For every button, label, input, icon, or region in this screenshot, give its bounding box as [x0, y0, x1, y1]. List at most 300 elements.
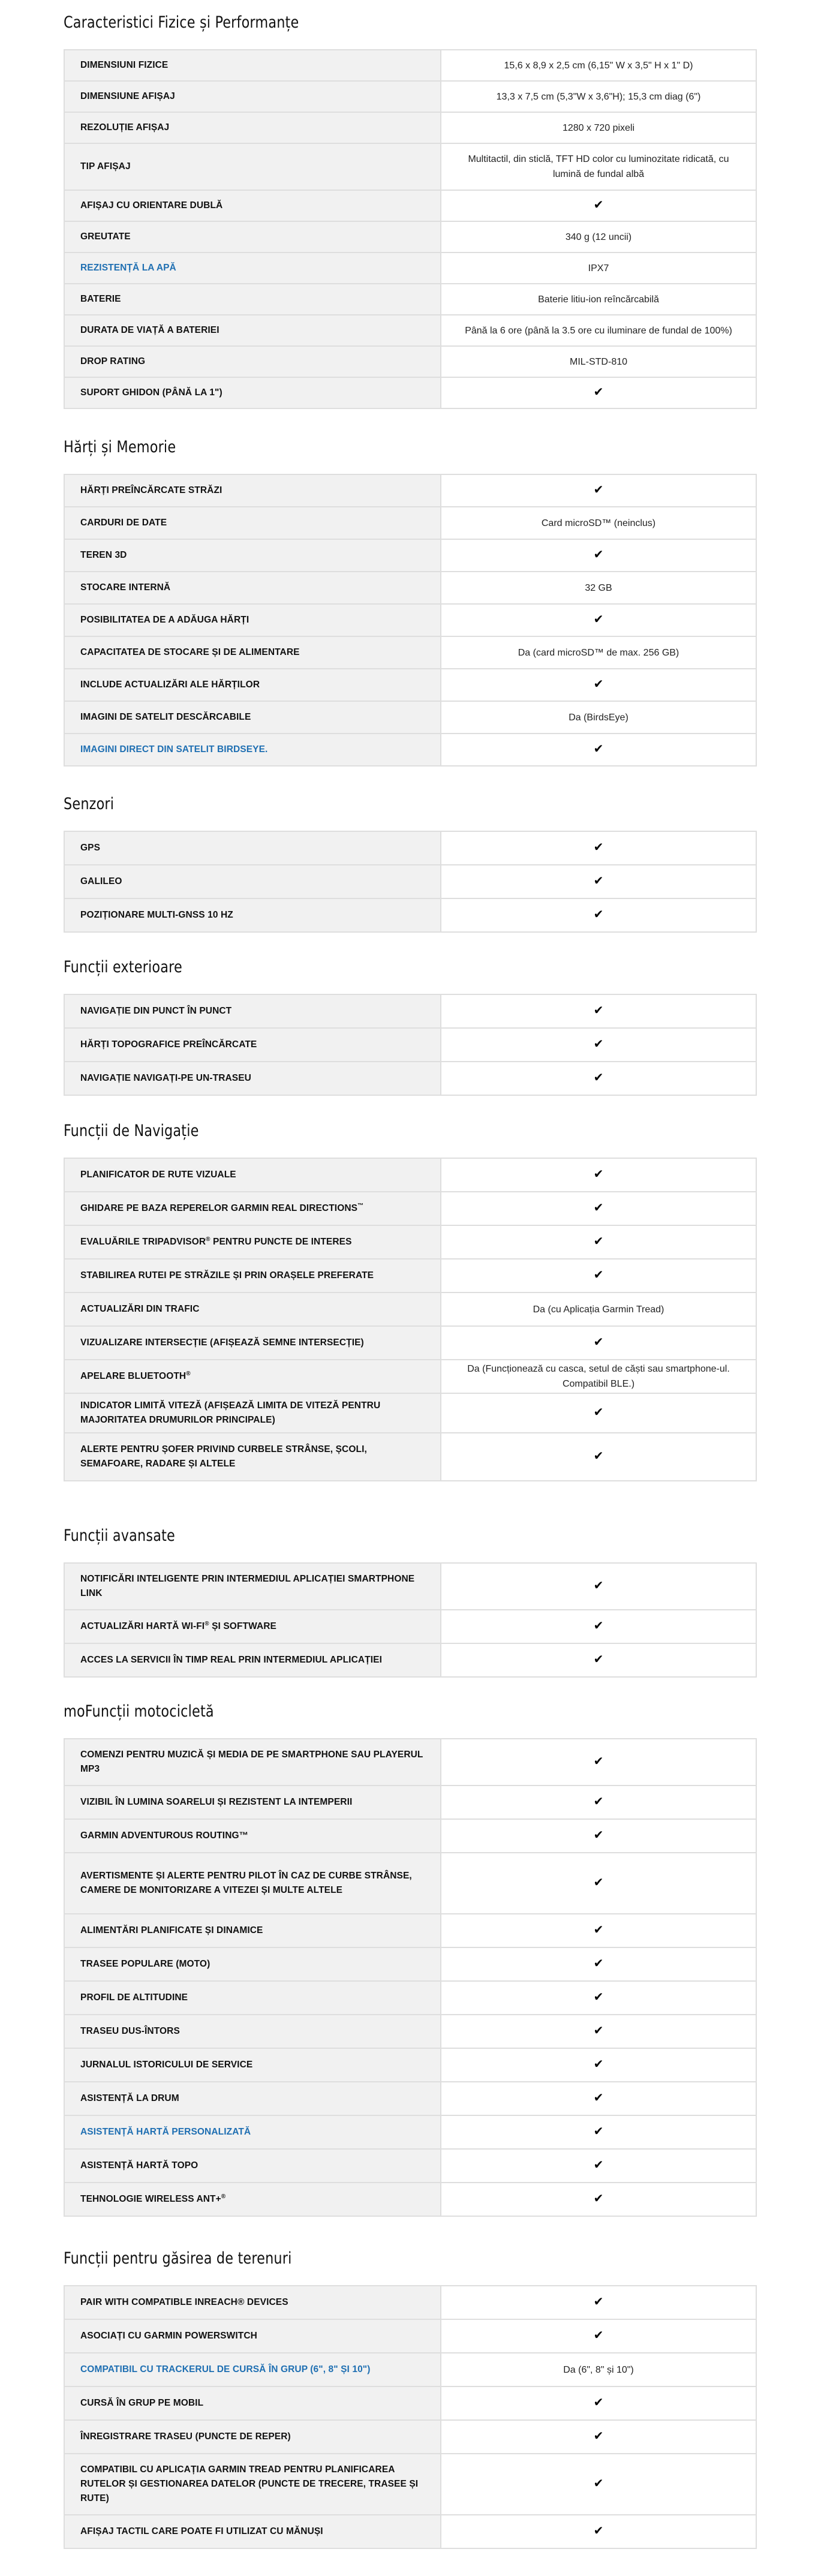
spec-label — [64, 604, 441, 636]
checkmark-icon: ✔ — [593, 2429, 604, 2443]
table-row — [64, 1853, 756, 1914]
spec-value — [441, 1853, 756, 1914]
spec-label — [64, 2420, 441, 2454]
spec-value — [441, 50, 756, 81]
checkmark-icon: ✔ — [593, 1990, 604, 2004]
spec-label — [64, 1819, 441, 1853]
spec-label — [64, 831, 441, 865]
spec-label-text: ACCES LA SERVICII ÎN TIMP REAL PRIN INTERMEDIUL APLICAȚIEI — [80, 1655, 382, 1665]
spec-label — [64, 1192, 441, 1225]
table-row — [64, 50, 756, 81]
spec-label-text: POSIBILITATEA DE A ADĂUGA HĂRȚI — [80, 615, 249, 625]
spec-label-text: ASISTENȚĂ HARTĂ PERSONALIZATĂ — [80, 2127, 251, 2137]
checkmark-icon: ✔ — [593, 1579, 604, 1592]
spec-label — [64, 898, 441, 932]
spec-value — [441, 604, 756, 636]
spec-label — [64, 994, 441, 1028]
spec-value-text: MIL-STD-810 — [569, 356, 628, 367]
spec-value — [441, 2454, 756, 2515]
table-row — [64, 865, 756, 898]
spec-value — [441, 1062, 756, 1095]
table-row — [64, 2115, 756, 2149]
spec-value-text: Multitactil, din sticlă, TFT HD color cu luminozitate ridicată, cu lumină de fundal albă — [468, 154, 729, 179]
table-row — [64, 1326, 756, 1360]
spec-label — [64, 1028, 441, 1062]
table-row — [64, 1914, 756, 1947]
spec-label-text: ALERTE PENTRU ȘOFER PRIVIND CURBELE STRÂNSE, ȘCOLI, SEMAFOARE, RADARE ȘI ALTELE — [80, 1444, 367, 1469]
spec-label-text: REZISTENȚĂ LA APĂ — [80, 263, 176, 273]
spec-label-text: VIZUALIZARE INTERSECȚIE (AFIȘEAZĂ SEMNE INTERSECȚIE) — [80, 1337, 364, 1348]
spec-label-text: HĂRȚI PREÎNCĂRCATE STRĂZI — [80, 485, 222, 495]
section-title: moFuncții motocicletă — [64, 1702, 214, 1721]
spec-value — [441, 346, 756, 377]
table-row — [64, 898, 756, 932]
spec-value — [441, 1393, 756, 1433]
table-row — [64, 2319, 756, 2353]
checkmark-icon: ✔ — [593, 1449, 604, 1463]
spec-value — [441, 1981, 756, 2015]
table-row — [64, 2386, 756, 2420]
spec-value — [441, 1643, 756, 1677]
spec-value-text: 32 GB — [585, 582, 612, 593]
spec-table — [64, 49, 757, 409]
checkmark-icon: ✔ — [593, 874, 604, 888]
spec-label — [64, 474, 441, 507]
checkmark-icon: ✔ — [593, 1923, 604, 1937]
spec-value — [441, 1786, 756, 1819]
table-row — [64, 1158, 756, 1192]
spec-label-text: POZIȚIONARE MULTI-GNSS 10 HZ — [80, 910, 233, 920]
spec-value — [441, 1739, 756, 1786]
spec-label — [64, 865, 441, 898]
checkmark-icon: ✔ — [593, 2091, 604, 2105]
table-row — [64, 1739, 756, 1786]
table-row — [64, 190, 756, 221]
table-row — [64, 1062, 756, 1095]
checkmark-icon: ✔ — [593, 548, 604, 561]
table-row — [64, 315, 756, 346]
spec-label — [64, 1326, 441, 1360]
table-row — [64, 734, 756, 766]
table-row — [64, 143, 756, 190]
spec-label-text: COMENZI PENTRU MUZICĂ ȘI MEDIA DE PE SMARTPHONE SAU PLAYERUL MP3 — [80, 1750, 423, 1774]
spec-label — [64, 284, 441, 315]
checkmark-icon: ✔ — [593, 483, 604, 497]
spec-value — [441, 865, 756, 898]
spec-value — [441, 2286, 756, 2319]
spec-label-text: APELARE BLUETOOTH — [80, 1371, 187, 1381]
spec-label-text: ACTUALIZĂRI HARTĂ WI-FI — [80, 1621, 205, 1631]
table-row — [64, 112, 756, 143]
checkmark-icon: ✔ — [593, 1828, 604, 1842]
table-row — [64, 636, 756, 669]
spec-label-text: EVALUĂRILE TRIPADVISOR — [80, 1237, 206, 1247]
spec-table — [64, 994, 757, 1096]
spec-value — [441, 1360, 756, 1393]
spec-label-text: DIMENSIUNI FIZICE — [80, 60, 169, 70]
spec-value-text: Baterie litiu-ion reîncărcabilă — [538, 294, 659, 305]
spec-table — [64, 1158, 757, 1481]
checkmark-icon: ✔ — [593, 1795, 604, 1808]
spec-label — [64, 2015, 441, 2048]
checkmark-icon: ✔ — [593, 1201, 604, 1215]
spec-label-text: TRASEE POPULARE (MOTO) — [80, 1959, 210, 1969]
spec-label-text: TIP AFIȘAJ — [80, 161, 131, 172]
spec-value — [441, 572, 756, 604]
checkmark-icon: ✔ — [593, 907, 604, 921]
spec-value-text: Până la 6 ore (până la 3.5 ore cu iluminare de fundal de 100%) — [465, 325, 732, 336]
table-row — [64, 2183, 756, 2216]
spec-label-text: REZOLUȚIE AFIȘAJ — [80, 122, 170, 133]
spec-value — [441, 1326, 756, 1360]
spec-value — [441, 1914, 756, 1947]
spec-label — [64, 112, 441, 143]
spec-value — [441, 734, 756, 766]
spec-label-text: IMAGINI DIRECT DIN SATELIT BIRDSEYE. — [80, 744, 268, 755]
spec-label-text: IMAGINI DE SATELIT DESCĂRCABILE — [80, 712, 251, 722]
spec-value — [441, 1563, 756, 1610]
spec-label — [64, 50, 441, 81]
table-row — [64, 2082, 756, 2115]
table-row — [64, 2353, 756, 2386]
spec-label-text: ASISTENȚĂ HARTĂ TOPO — [80, 2160, 199, 2171]
spec-value — [441, 1819, 756, 1853]
table-row — [64, 669, 756, 701]
spec-value — [441, 539, 756, 572]
spec-label-text: ASISTENȚĂ LA DRUM — [80, 2093, 179, 2103]
spec-label — [64, 2286, 441, 2319]
spec-value — [441, 2183, 756, 2216]
spec-value — [441, 831, 756, 865]
spec-value — [441, 507, 756, 539]
section-title: Senzori — [64, 795, 115, 813]
spec-label-text: INCLUDE ACTUALIZĂRI ALE HĂRȚILOR — [80, 680, 260, 690]
table-row — [64, 474, 756, 507]
spec-value — [441, 2082, 756, 2115]
spec-label-text: COMPATIBIL CU APLICAȚIA GARMIN TREAD PENTRU PLANIFICAREA RUTELOR ȘI GESTIONAREA DATELOR (PUNCTE DE TRECERE, TRASEE ȘI RUTE) — [80, 2464, 419, 2503]
spec-value — [441, 143, 756, 190]
spec-label — [64, 2048, 441, 2082]
spec-value — [441, 2353, 756, 2386]
spec-label-link[interactable] — [64, 2115, 441, 2149]
spec-table — [64, 2285, 757, 2549]
spec-value-text: 15,6 x 8,9 x 2,5 cm (6,15" W x 3,5" H x 1" D) — [504, 60, 693, 71]
spec-table — [64, 831, 757, 933]
spec-label-text: COMPATIBIL CU TRACKERUL DE CURSĂ ÎN GRUP (6", 8" ȘI 10") — [80, 2364, 371, 2374]
spec-table — [64, 1562, 757, 1678]
spec-label-text: STOCARE INTERNĂ — [80, 582, 171, 593]
spec-label-text: AFIȘAJ CU ORIENTARE DUBLĂ — [80, 200, 223, 211]
spec-label — [64, 1739, 441, 1786]
spec-value — [441, 81, 756, 112]
spec-value — [441, 315, 756, 346]
checkmark-icon: ✔ — [593, 1003, 604, 1017]
spec-value — [441, 1192, 756, 1225]
spec-label-text: CARDURI DE DATE — [80, 518, 167, 528]
trademark-mark: ™ — [357, 1202, 364, 1209]
trademark-mark: ® — [186, 1370, 191, 1377]
section-title: Funcții exterioare — [64, 958, 182, 976]
spec-value — [441, 474, 756, 507]
table-row — [64, 572, 756, 604]
table-row — [64, 2515, 756, 2548]
table-row — [64, 994, 756, 1028]
section-title: Funcții pentru găsirea de terenuri — [64, 2249, 292, 2268]
spec-label-text: PROFIL DE ALTITUDINE — [80, 1992, 188, 2003]
spec-label-text: VIZIBIL ÎN LUMINA SOARELUI ȘI REZISTENT LA INTEMPERII — [80, 1797, 353, 1807]
checkmark-icon: ✔ — [593, 1234, 604, 1248]
table-row — [64, 1259, 756, 1292]
spec-label — [64, 1981, 441, 2015]
table-row — [64, 377, 756, 408]
spec-label — [64, 1914, 441, 1947]
table-row — [64, 831, 756, 865]
checkmark-icon: ✔ — [593, 2328, 604, 2342]
table-row — [64, 1028, 756, 1062]
checkmark-icon: ✔ — [593, 1335, 604, 1349]
table-row — [64, 2048, 756, 2082]
spec-label-suffix: ȘI SOFTWARE — [209, 1621, 276, 1631]
checkmark-icon: ✔ — [593, 2295, 604, 2309]
spec-label — [64, 1259, 441, 1292]
spec-label-text: HĂRȚI TOPOGRAFICE PREÎNCĂRCATE — [80, 1039, 257, 1050]
spec-label-text: STABILIREA RUTEI PE STRĂZILE ȘI PRIN ORAȘELE PREFERATE — [80, 1270, 374, 1281]
trademark-mark: ® — [205, 1620, 209, 1627]
spec-value — [441, 898, 756, 932]
spec-label-text: DROP RATING — [80, 356, 146, 366]
section-title: Caracteristici Fizice și Performanțe — [64, 13, 299, 32]
spec-label — [64, 636, 441, 669]
table-row — [64, 1192, 756, 1225]
spec-value-text: 13,3 x 7,5 cm (5,3"W x 3,6"H); 15,3 cm diag (6") — [496, 91, 701, 102]
spec-label-text: CAPACITATEA DE STOCARE ȘI DE ALIMENTARE — [80, 647, 300, 657]
spec-label-text: AVERTISMENTE ȘI ALERTE PENTRU PILOT ÎN CAZ DE CURBE STRÂNSE, CAMERE DE MONITORIZARE A VITEZEI ȘI MULTE ALTELE — [80, 1871, 412, 1895]
spec-label — [64, 1563, 441, 1610]
table-row — [64, 507, 756, 539]
spec-value — [441, 1433, 756, 1481]
spec-value — [441, 221, 756, 253]
spec-value — [441, 190, 756, 221]
spec-value — [441, 2386, 756, 2420]
table-row — [64, 604, 756, 636]
checkmark-icon: ✔ — [593, 1956, 604, 1970]
checkmark-icon: ✔ — [593, 1405, 604, 1419]
spec-label — [64, 2454, 441, 2515]
spec-value — [441, 701, 756, 734]
table-row — [64, 81, 756, 112]
spec-label — [64, 1292, 441, 1326]
spec-label — [64, 539, 441, 572]
checkmark-icon: ✔ — [593, 2024, 604, 2037]
checkmark-icon: ✔ — [593, 1619, 604, 1633]
spec-value — [441, 2048, 756, 2082]
spec-value-text: Da (Funcționează cu casca, setul de căști sau smartphone-ul. Compatibil BLE.) — [467, 1364, 730, 1389]
spec-value — [441, 994, 756, 1028]
spec-label-text: TEHNOLOGIE WIRELESS ANT+ — [80, 2194, 221, 2204]
spec-label-text: INDICATOR LIMITĂ VITEZĂ (AFIȘEAZĂ LIMITA DE VITEZĂ PENTRU MAJORITATEA DRUMURILOR PRINCIPALE) — [80, 1400, 381, 1425]
spec-label — [64, 81, 441, 112]
spec-label — [64, 2386, 441, 2420]
table-row — [64, 2420, 756, 2454]
spec-value-text: Da (BirdsEye) — [569, 712, 628, 723]
spec-value-text: Card microSD™ (neinclus) — [541, 518, 656, 528]
table-row — [64, 1393, 756, 1433]
spec-label-text: TEREN 3D — [80, 550, 127, 560]
table-row — [64, 539, 756, 572]
section-title: Hărți și Memorie — [64, 438, 176, 456]
spec-value-text: Da (6", 8" și 10") — [563, 2364, 634, 2375]
checkmark-icon: ✔ — [593, 1754, 604, 1768]
spec-label-text: PAIR WITH COMPATIBLE INREACH® DEVICES — [80, 2297, 288, 2307]
table-row — [64, 2286, 756, 2319]
spec-label — [64, 1225, 441, 1259]
table-row — [64, 1225, 756, 1259]
table-row — [64, 1947, 756, 1981]
spec-label-text: GPS — [80, 843, 101, 853]
spec-label-text: ASOCIAȚI CU GARMIN POWERSWITCH — [80, 2331, 257, 2341]
spec-label — [64, 1062, 441, 1095]
spec-label-text: GARMIN ADVENTUROUS ROUTING™ — [80, 1830, 249, 1841]
checkmark-icon: ✔ — [593, 2158, 604, 2172]
checkmark-icon: ✔ — [593, 1167, 604, 1181]
spec-label-text: NAVIGAȚIE NAVIGAȚI-PE UN-TRASEU — [80, 1073, 251, 1083]
spec-value — [441, 669, 756, 701]
table-row — [64, 346, 756, 377]
spec-label-text: DIMENSIUNE AFIȘAJ — [80, 91, 175, 101]
checkmark-icon: ✔ — [593, 2057, 604, 2071]
spec-label — [64, 701, 441, 734]
checkmark-icon: ✔ — [593, 1071, 604, 1084]
table-row — [64, 1786, 756, 1819]
checkmark-icon: ✔ — [593, 198, 604, 212]
checkmark-icon: ✔ — [593, 1037, 604, 1051]
spec-label — [64, 507, 441, 539]
spec-value — [441, 2149, 756, 2183]
spec-label — [64, 1393, 441, 1433]
spec-label — [64, 1643, 441, 1677]
spec-value — [441, 2515, 756, 2548]
spec-label — [64, 1786, 441, 1819]
table-row — [64, 1360, 756, 1393]
spec-table — [64, 474, 757, 767]
spec-value — [441, 377, 756, 408]
section-title: Funcții de Navigație — [64, 1122, 199, 1140]
spec-value — [441, 1225, 756, 1259]
spec-label — [64, 572, 441, 604]
trademark-mark: ® — [221, 2193, 226, 2200]
table-row — [64, 2454, 756, 2515]
spec-label — [64, 315, 441, 346]
checkmark-icon: ✔ — [593, 2524, 604, 2538]
spec-value-text: 340 g (12 uncii) — [565, 232, 632, 242]
spec-label-text: ALIMENTĂRI PLANIFICATE ȘI DINAMICE — [80, 1925, 263, 1935]
table-row — [64, 221, 756, 253]
table-row — [64, 1610, 756, 1643]
spec-label — [64, 1158, 441, 1192]
spec-label — [64, 2515, 441, 2548]
checkmark-icon: ✔ — [593, 2124, 604, 2138]
spec-label-link[interactable] — [64, 253, 441, 284]
spec-label-text: GALILEO — [80, 876, 122, 886]
spec-value — [441, 284, 756, 315]
spec-label — [64, 377, 441, 408]
spec-value — [441, 1610, 756, 1643]
spec-label-text: AFIȘAJ TACTIL CARE POATE FI UTILIZAT CU MĂNUȘI — [80, 2526, 323, 2536]
spec-label — [64, 1947, 441, 1981]
spec-label-link[interactable] — [64, 734, 441, 766]
spec-label-text: TRASEU DUS-ÎNTORS — [80, 2026, 180, 2036]
table-row — [64, 1292, 756, 1326]
table-row — [64, 1981, 756, 2015]
checkmark-icon: ✔ — [593, 2476, 604, 2490]
spec-label — [64, 2149, 441, 2183]
checkmark-icon: ✔ — [593, 742, 604, 756]
spec-label-text: BATERIE — [80, 294, 121, 304]
spec-label — [64, 2319, 441, 2353]
spec-label — [64, 221, 441, 253]
table-row — [64, 1433, 756, 1481]
spec-label-text: ACTUALIZĂRI DIN TRAFIC — [80, 1304, 200, 1314]
table-row — [64, 1819, 756, 1853]
spec-value — [441, 112, 756, 143]
table-row — [64, 284, 756, 315]
spec-value — [441, 636, 756, 669]
spec-value — [441, 2420, 756, 2454]
checkmark-icon: ✔ — [593, 2192, 604, 2205]
spec-table — [64, 1738, 757, 2217]
spec-label — [64, 1433, 441, 1481]
spec-label-link[interactable] — [64, 2353, 441, 2386]
table-row — [64, 701, 756, 734]
spec-label-text: ÎNREGISTRARE TRASEU (PUNCTE DE REPER) — [80, 2431, 291, 2442]
spec-value-text: Da (card microSD™ de max. 256 GB) — [518, 647, 679, 658]
spec-value — [441, 1259, 756, 1292]
trademark-mark: ® — [206, 1236, 210, 1243]
spec-label — [64, 1853, 441, 1914]
spec-label-text: GHIDARE PE BAZA REPERELOR GARMIN REAL DIRECTIONS — [80, 1203, 358, 1213]
spec-label-text: NAVIGAȚIE DIN PUNCT ÎN PUNCT — [80, 1006, 232, 1016]
checkmark-icon: ✔ — [593, 612, 604, 626]
spec-label-text: DURATA DE VIAȚĂ A BATERIEI — [80, 325, 219, 335]
spec-value-text: IPX7 — [588, 263, 609, 273]
spec-value — [441, 1292, 756, 1326]
table-row — [64, 1643, 756, 1677]
checkmark-icon: ✔ — [593, 2395, 604, 2409]
checkmark-icon: ✔ — [593, 840, 604, 854]
spec-label-text: GREUTATE — [80, 232, 131, 242]
spec-value — [441, 1028, 756, 1062]
spec-value-text: Da (cu Aplicația Garmin Tread) — [533, 1304, 664, 1315]
table-row — [64, 253, 756, 284]
spec-label-text: PLANIFICATOR DE RUTE VIZUALE — [80, 1170, 236, 1180]
spec-value-text: 1280 x 720 pixeli — [562, 122, 635, 133]
spec-label-text: NOTIFICĂRI INTELIGENTE PRIN INTERMEDIUL APLICAȚIEI SMARTPHONE LINK — [80, 1574, 415, 1598]
table-row — [64, 1563, 756, 1610]
spec-label — [64, 2183, 441, 2216]
checkmark-icon: ✔ — [593, 1652, 604, 1666]
spec-value — [441, 253, 756, 284]
spec-label-text: JURNALUL ISTORICULUI DE SERVICE — [80, 2060, 253, 2070]
table-row — [64, 2149, 756, 2183]
spec-label — [64, 190, 441, 221]
spec-value — [441, 1158, 756, 1192]
spec-label — [64, 669, 441, 701]
spec-label — [64, 1610, 441, 1643]
table-row — [64, 2015, 756, 2048]
checkmark-icon: ✔ — [593, 677, 604, 691]
spec-label-text: CURSĂ ÎN GRUP PE MOBIL — [80, 2398, 204, 2408]
spec-value — [441, 1947, 756, 1981]
